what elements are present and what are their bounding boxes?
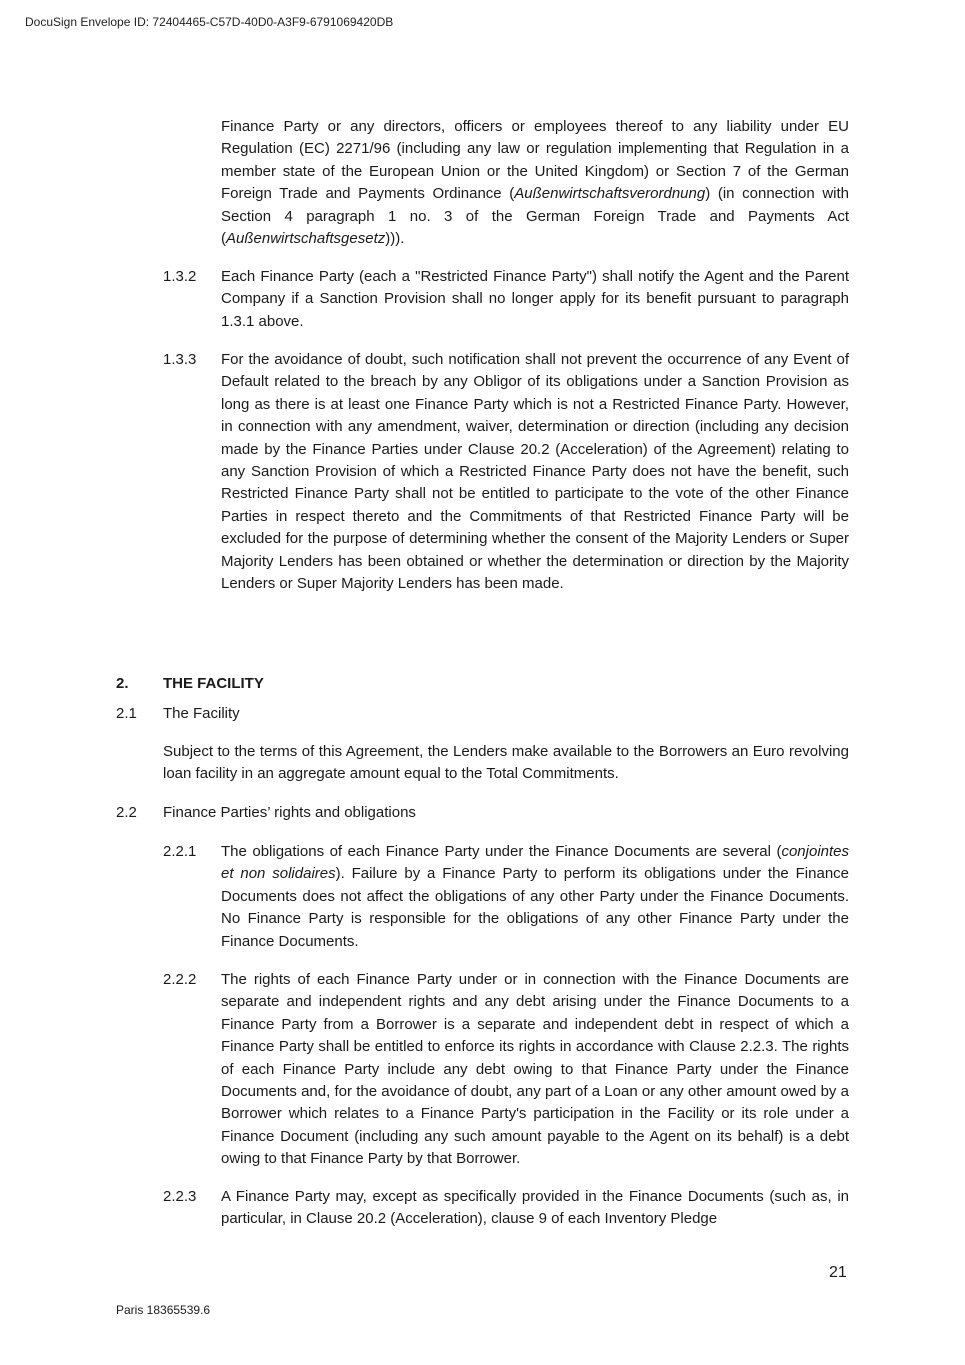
clause-number: 2.2.1 (163, 843, 197, 860)
clause-2-1-text: Subject to the terms of this Agreement, the Lenders make available to the Borrowers an Euro revolving loan facility in an aggregate amount equal to the Total Commitments. (163, 743, 849, 783)
clause-1-3-3-text: For the avoidance of doubt, such notification shall not prevent the occurrence of any Event of Default related to the breach by any Obligor of its obligations under a Sanction Provision as long as there is at least one Finance Party which is not a Restricted Finance Party. However, in connection with any amendment, waiver, determination or direction (including any decision made by the Finance Parties under Clause 20.2 (Acceleration) of the Agreement) relating to any Sanction Provision of which a Restricted Finance Party does not have the benefit, such Restricted Finance Party shall not be entitled to participate to the vote of the other Finance Parties in respect thereto and the Commitments of that Restricted Finance Party will be excluded for the purpose of determining whether the consent of the Majority Lenders or Super Majority Lenders has been obtained or whether the determination or direction by the Majority Lenders or Super Majority Lenders has been made. (221, 351, 849, 593)
clause-number: 2.2.3 (163, 1188, 197, 1205)
clause-2-2-3-text: A Finance Party may, except as specifically provided in the Finance Documents (such as, in particular, in Clause 20.2 (Acceleration), clause 9 of each Inventory Pledge (221, 1188, 849, 1228)
clause-number: 2.2.2 (163, 971, 197, 988)
document-reference: Paris 18365539.6 (116, 1303, 211, 1317)
clause-2-2-title: Finance Parties’ rights and obligations (163, 804, 416, 821)
clause-number: 1.3.3 (163, 351, 197, 368)
section-title: THE FACILITY (163, 675, 264, 692)
clause-1-3-2-text: Each Finance Party (each a "Restricted Finance Party") shall notify the Agent and the Parent Company if a Sanction Provision shall no longer apply for its benefit pursuant to paragraph 1.3.1 above. (221, 268, 849, 330)
page-number: 21 (829, 1264, 847, 1281)
continuation-paragraph: Finance Party or any directors, officers or employees thereof to any liability under EU Regulation (EC) 2271/96 (including any law or regulation implementing that Regulation in a member state of the European Union or the United Kingdom) or Section 7 of the German Foreign Trade and Payments Ordinance (Außenwirtschaftsverordnung) (in connection with Section 4 paragraph 1 no. 3 of the German Foreign Trade and Payments Act (Außenwirtschaftsgesetz))). (221, 118, 849, 248)
clause-2-2-2-text: The rights of each Finance Party under or in connection with the Finance Documents are separate and independent rights and any debt arising under the Finance Documents to a Finance Party from a Borrower is a separate and independent debt in respect of which a Finance Party shall be entitled to enforce its rights in accordance with Clause 2.2.3. The rights of each Finance Party include any debt owing to that Finance Party under the Finance Documents and, for the avoidance of doubt, any part of a Loan or any other amount owed by a Borrower which relates to a Finance Party's participation in the Facility or its role under a Finance Document (including any such amount payable to the Agent on its behalf) is a debt owing to that Finance Party by that Borrower. (221, 971, 849, 1168)
clause-2-1-title: The Facility (163, 705, 240, 722)
docusign-envelope-id: DocuSign Envelope ID: 72404465-C57D-40D0-A3F9-6791069420DB (25, 15, 394, 29)
section-number: 2. (116, 675, 129, 692)
clause-number: 1.3.2 (163, 268, 197, 285)
clause-number: 2.2 (116, 804, 137, 821)
clause-number: 2.1 (116, 705, 137, 722)
clause-2-2-1-text: The obligations of each Finance Party under the Finance Documents are several (conjointes et non solidaires). Failure by a Finance Party to perform its obligations under the Finance Documents does not affect the obligations of any other Party under the Finance Documents. No Finance Party is responsible for the obligations of any other Finance Party under the Finance Documents. (221, 843, 849, 950)
